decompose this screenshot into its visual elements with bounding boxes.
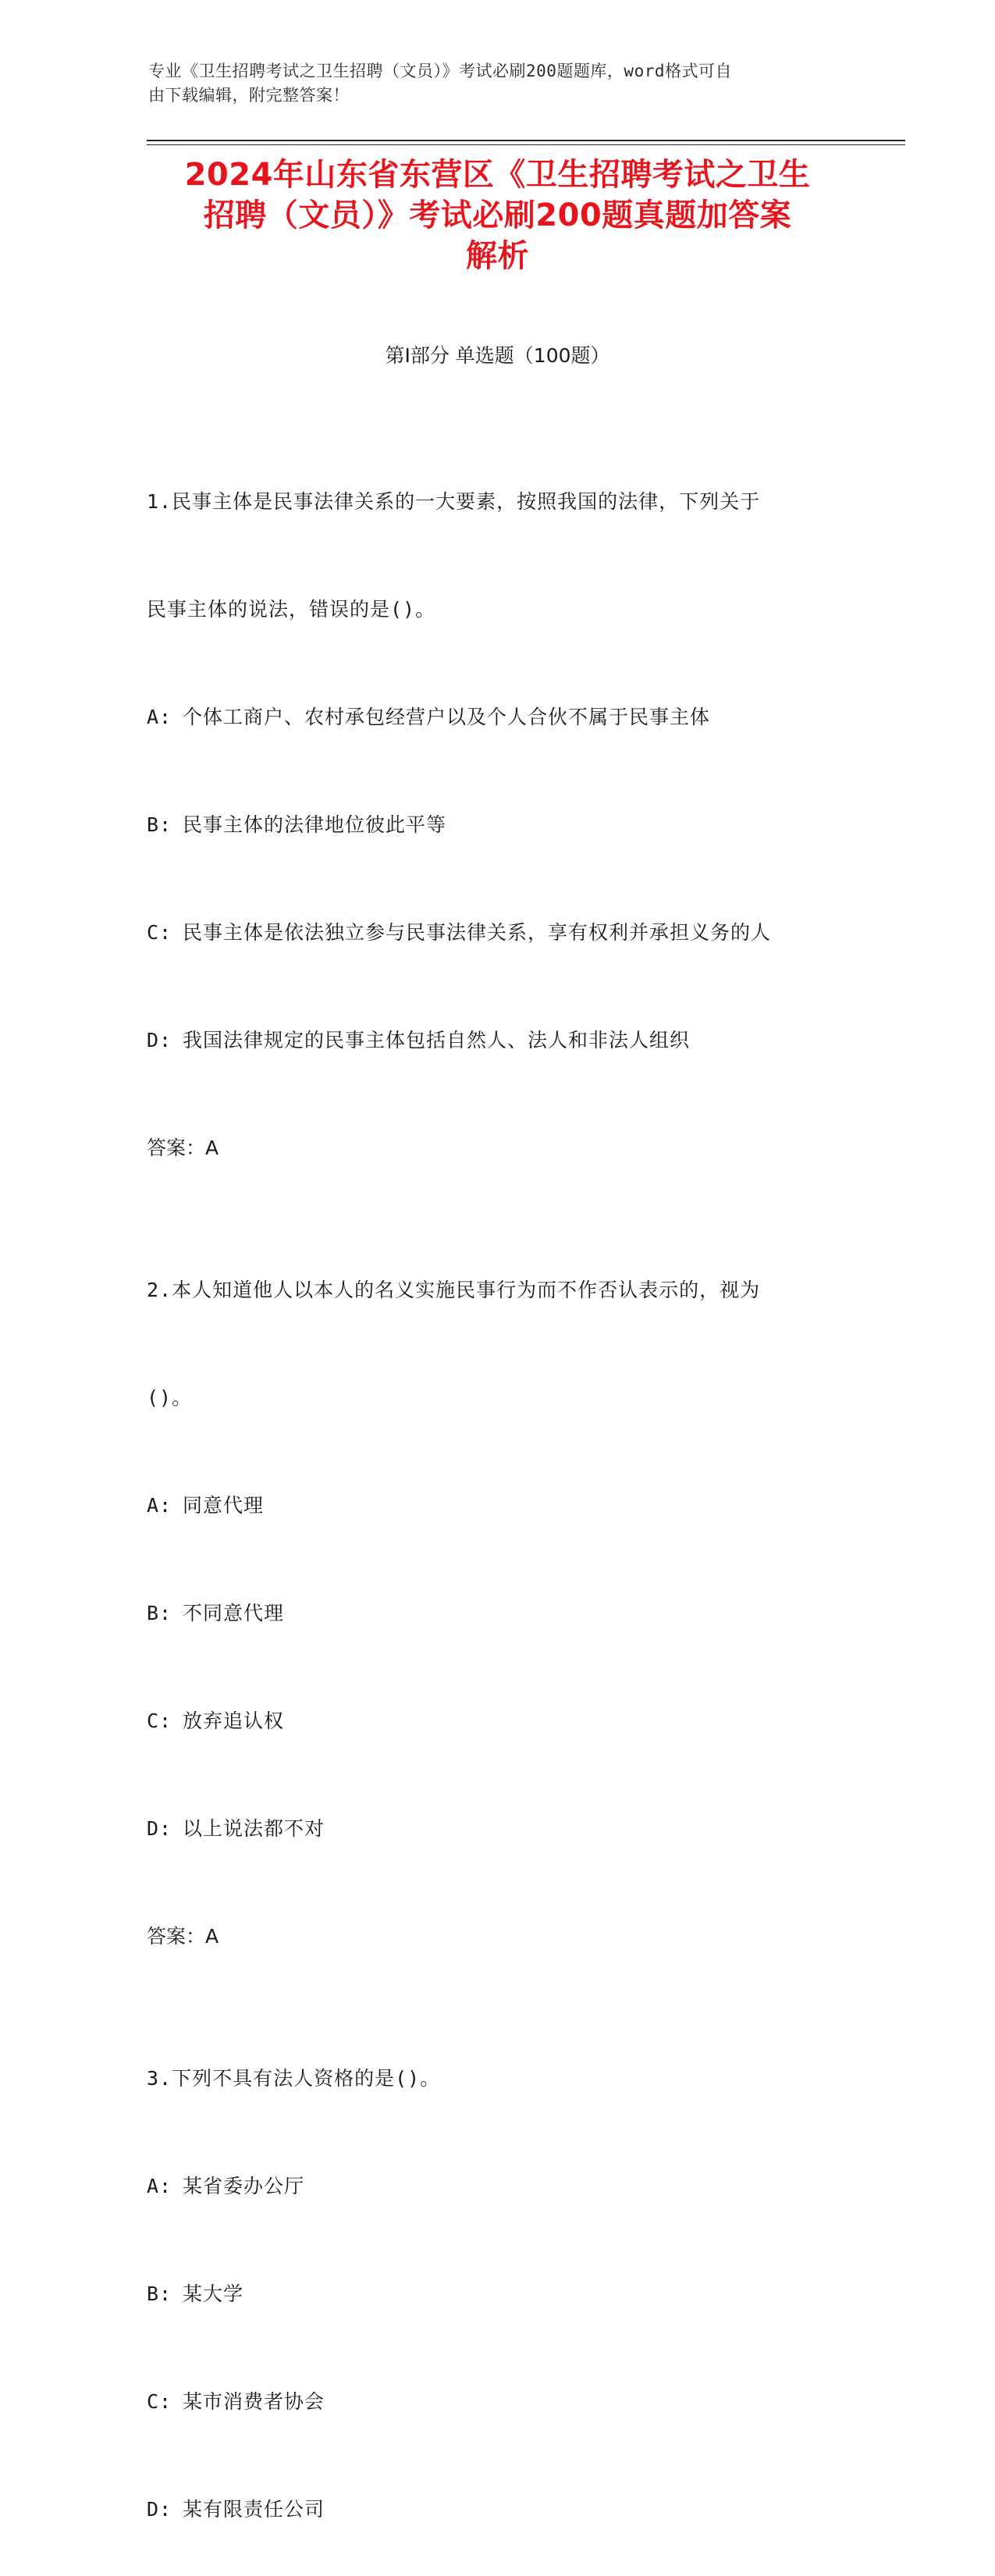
option-c <box>147 915 849 951</box>
option-key: B: <box>147 813 172 836</box>
option-text: 民事主体是依法独立参与民事法律关系，享有权利并承担义务的人 <box>183 921 772 944</box>
header-rule-thick <box>147 140 905 141</box>
option-text: 我国法律规定的民事主体包括自然人、法人和非法人组织 <box>183 1029 691 1051</box>
option-b <box>147 807 849 843</box>
document-title-line-3: 解析 <box>466 238 529 274</box>
option-key: C: <box>147 921 172 944</box>
option-b <box>147 1596 849 1631</box>
option-key: C: <box>147 2390 172 2413</box>
option-text: 某大学 <box>183 2282 244 2305</box>
header-note <box>148 59 835 108</box>
header-note-line-2: 由下载编辑，附完整答案！ <box>148 86 350 105</box>
option-text: 民事主体的法律地位彼此平等 <box>183 813 447 836</box>
question-item <box>147 1201 849 1955</box>
option-c <box>147 2384 849 2420</box>
option-key: A: <box>147 2175 172 2197</box>
option-key: B: <box>147 1602 172 1624</box>
option-text: 某省委办公厅 <box>183 2175 305 2197</box>
option-key: D: <box>147 1029 172 1051</box>
option-key: D: <box>147 2498 172 2521</box>
option-text: 某市消费者协会 <box>183 2390 325 2413</box>
question-stem-line: 1.民事主体是民事法律关系的一大要素，按照我国的法律，下列关于 <box>147 490 761 513</box>
option-key: D: <box>147 1817 172 1840</box>
option-text: 以上说法都不对 <box>183 1817 325 1840</box>
option-a <box>147 2169 849 2204</box>
question-item <box>147 412 849 1166</box>
option-text: 同意代理 <box>183 1494 265 1517</box>
option-text: 放弃追认权 <box>183 1710 285 1732</box>
option-text: 不同意代理 <box>183 1602 285 1624</box>
option-c <box>147 1703 849 1739</box>
option-text: 某有限责任公司 <box>183 2498 325 2521</box>
option-key: C: <box>147 1710 172 1732</box>
document-title <box>117 155 878 276</box>
question-stem-line: 民事主体的说法，错误的是()。 <box>147 598 436 621</box>
answer-line: 答案：A <box>147 1925 219 1948</box>
option-key: A: <box>147 1494 172 1517</box>
question-item <box>147 1989 849 2576</box>
option-d <box>147 1811 849 1847</box>
option-key: A: <box>147 706 172 728</box>
section-title: 第Ⅰ部分 单选题（100题） <box>385 344 610 367</box>
option-a <box>147 699 849 735</box>
header-note-line-1: 专业《卫生招聘考试之卫生招聘（文员）》考试必刷200题题库，word格式可自 <box>148 62 732 80</box>
answer-line: 答案：A <box>147 1137 219 1159</box>
question-stem-line: ()。 <box>147 1386 193 1409</box>
question-list <box>147 412 849 2576</box>
option-key: B: <box>147 2282 172 2305</box>
document-title-line-2: 招聘（文员）》考试必刷200题真题加答案 <box>203 197 792 233</box>
document-title-line-1: 2024年山东省东营区《卫生招聘考试之卫生 <box>184 157 811 193</box>
option-d <box>147 2492 849 2528</box>
option-d <box>147 1023 849 1059</box>
question-stem-line: 2.本人知道他人以本人的名义实施民事行为而不作否认表示的，视为 <box>147 1279 761 1301</box>
option-text: 个体工商户、农村承包经营户以及个人合伙不属于民事主体 <box>183 706 711 728</box>
question-stem-line: 3.下列不具有法人资格的是()。 <box>147 2067 441 2090</box>
option-b <box>147 2276 849 2312</box>
option-a <box>147 1488 849 1524</box>
header-rule-thin <box>147 144 905 145</box>
